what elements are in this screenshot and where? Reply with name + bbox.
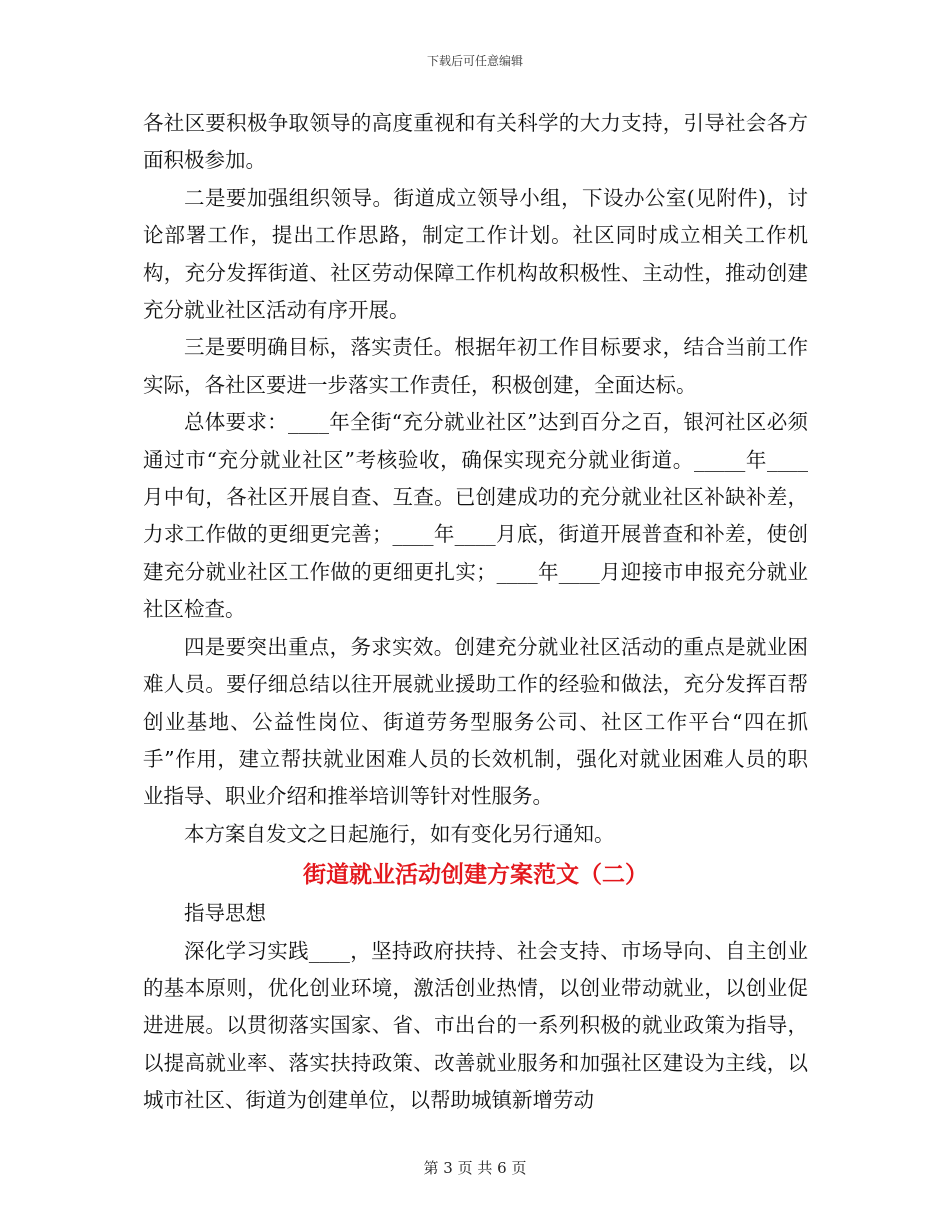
- paragraph-focus: 四是要突出重点，务求实效。创建充分就业社区活动的重点是就业困难人员。要仔细总结以往开展就业援助工作的经验和做法，充分发挥百帮创业基地、公益性岗位、街道劳务型服务公司、社区工作平台“四在抓手”作用，建立帮扶就业困难人员的长效机制，强化对就业困难人员的职业指导、职业介绍和推举培训等针对性服务。: [143, 634, 808, 809]
- document-body: [143, 105, 808, 1120]
- paragraph-continuation: 各社区要积极争取领导的高度重视和有关科学的大力支持，引导社会各方面积极参加。: [143, 111, 808, 173]
- section-heading: 街道就业活动创建方案范文（二）: [303, 862, 648, 889]
- paragraph-effective-date: 本方案自发文之日起施行，如有变化另行通知。: [184, 821, 615, 846]
- page-header: 下载后可任意编辑: [426, 54, 523, 68]
- paragraph-organization: 二是要加强组织领导。街道成立领导小组，下设办公室(见附件)，讨论部署工作，提出工作思路，制定工作计划。社区同时成立相关工作机构，充分发挥街道、社区劳动保障工作机构故积极性、主动性，推动创建充分就业社区活动有序开展。: [143, 185, 808, 323]
- subheading-guiding-thought: 指导思想: [184, 901, 266, 926]
- paragraph-requirements: 总体要求：____年全街“充分就业社区”达到百分之百，银河社区必须通过市“充分就业社区”考核验收，确保实现充分就业街道。_____年____月中旬，各社区开展自查、互查。已创建成功的充分就业社区补缺补差，力求工作做的更细更完善；____年____月底，街道开展普查和补差，使创建充分就业社区工作做的更细更扎实；____年____月迎接市申报充分就业社区检查。: [143, 410, 808, 622]
- paragraph-guiding-thought: 深化学习实践____，坚持政府扶持、社会支持、市场导向、自主创业的基本原则，优化创业环境，激活创业热情，以创业带动就业，以创业促进进展。以贯彻落实国家、省、市出台的一系列积极的就业政策为指导，以提高就业率、落实扶持政策、改善就业服务和加强社区建设为主线，以城市社区、街道为创建单位，以帮助城镇新增劳动: [143, 938, 808, 1113]
- page-footer: 第 3 页 共 6 页: [423, 1159, 527, 1177]
- paragraph-goals: 三是要明确目标，落实责任。根据年初工作目标要求，结合当前工作实际，各社区要进一步落实工作责任，积极创建，全面达标。: [143, 335, 808, 397]
